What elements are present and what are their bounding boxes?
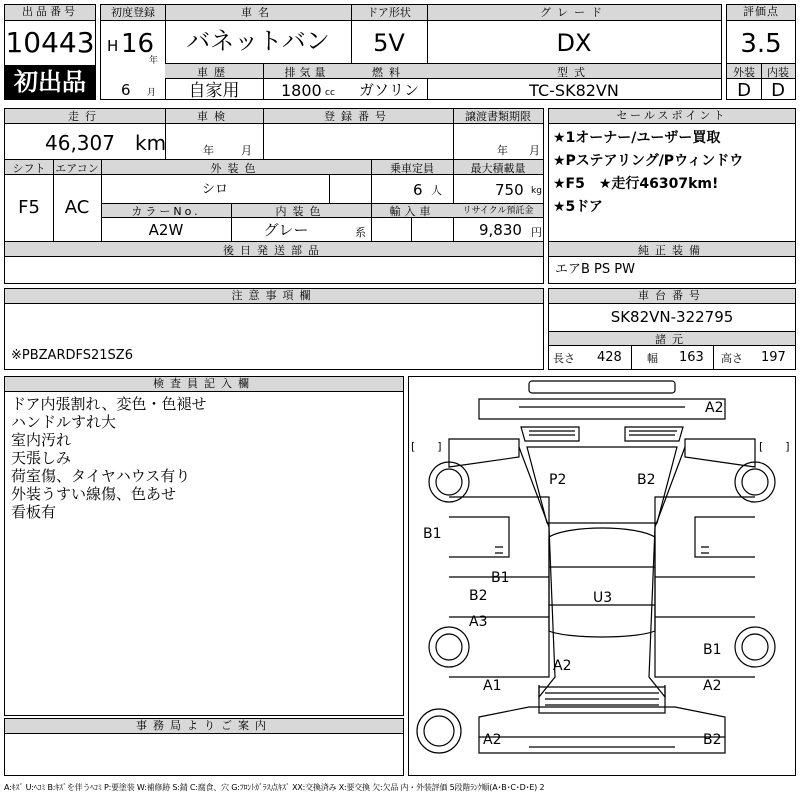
air-conditioner: AC bbox=[64, 197, 90, 218]
displacement: 1800 bbox=[281, 81, 322, 100]
notes-box bbox=[4, 288, 544, 370]
notes-label: 注意事項欄 bbox=[5, 289, 543, 304]
car-outline bbox=[409, 377, 795, 775]
chassis-label: 車台番号 bbox=[549, 289, 795, 304]
mark-left-door-b2: B2 bbox=[469, 588, 488, 604]
inspector-line-5: 荷室傷、タイヤハウス有り bbox=[11, 467, 191, 485]
capacity-label: 乗車定員 bbox=[390, 162, 434, 175]
sales-points-label: セールスポイント bbox=[549, 109, 795, 124]
cc-unit: cc bbox=[325, 88, 335, 98]
fuel: ガソリン bbox=[358, 81, 419, 99]
height-value: 197 bbox=[761, 350, 786, 365]
legend: A:ｷｽﾞ U:ﾍｺﾐ B:ｷｽﾞを伴うﾍｺﾐ P:要塗装 W:補修跡 S:錆 C:腐食、穴 G:ﾌﾛﾝﾄｶﾞﾗｽ点ｷｽﾞ XX:交換済み X:要交換 欠:欠品 内・外装評価 5段階ﾗﾝｸ順(A･B･C･D･E) 2 bbox=[4, 783, 545, 792]
inspector-label: 検査員記入欄 bbox=[5, 377, 403, 392]
inspector-line-3: 室内汚れ bbox=[11, 431, 72, 449]
mark-left-fender: B1 bbox=[423, 526, 442, 542]
score-label: 評価点 bbox=[727, 5, 795, 21]
inspector-line-6: 外装うすい線傷、色あせ bbox=[11, 485, 177, 503]
km-unit: km bbox=[135, 131, 167, 155]
later-parts-label: 後日発送部品 bbox=[223, 244, 325, 257]
office-box bbox=[4, 718, 404, 776]
equipment-value: エアB PS PW bbox=[555, 262, 635, 277]
recycle-fee: 9,830 bbox=[479, 221, 522, 239]
inspector-line-2: ハンドルすれ大 bbox=[11, 413, 117, 431]
era: H bbox=[107, 37, 119, 55]
sales-point-3: ★F5 ★走行46307km! bbox=[553, 176, 719, 192]
header-box bbox=[100, 4, 722, 100]
score-value: 3.5 bbox=[740, 29, 782, 59]
shift: F5 bbox=[18, 197, 40, 218]
bracket-right: [ ] bbox=[759, 440, 790, 453]
ext-grade: D bbox=[737, 80, 751, 101]
mark-left-rear: A1 bbox=[483, 678, 502, 694]
month-unit: 月 bbox=[147, 88, 157, 98]
mark-right-rear: B1 bbox=[703, 642, 722, 658]
length-value: 428 bbox=[597, 350, 622, 365]
notes-value: ※PBZARDFS21SZ6 bbox=[11, 348, 133, 363]
width-value: 163 bbox=[679, 350, 704, 365]
kei-suffix: 系 bbox=[355, 226, 366, 239]
damage-diagram bbox=[408, 376, 796, 776]
car-name-label: 車名 bbox=[241, 6, 275, 19]
plate-label: 登録番号 bbox=[324, 110, 392, 123]
inspector-line-1: ドア内張割れ、変色・色褪せ bbox=[11, 395, 207, 413]
sales-point-4: ★5ドア bbox=[553, 199, 603, 215]
inspection-label: 車検 bbox=[197, 110, 231, 123]
car-history: 自家用 bbox=[188, 81, 240, 101]
max-load-label: 最大積載量 bbox=[470, 162, 526, 175]
length-label: 長さ bbox=[553, 352, 575, 365]
mark-hood-right: B2 bbox=[637, 472, 656, 488]
mark-rear-center: A2 bbox=[553, 658, 572, 674]
mileage-label: 走行 bbox=[68, 110, 102, 123]
mark-rear-bumper-right: B2 bbox=[703, 732, 722, 748]
mileage: 46,307 bbox=[45, 131, 115, 155]
mark-front-bumper: A2 bbox=[705, 400, 724, 416]
score-box bbox=[726, 4, 796, 100]
vehicle-info-box bbox=[4, 108, 544, 284]
color-no-label: カラーNo. bbox=[131, 205, 201, 218]
first-listing-badge: 初出品 bbox=[5, 65, 95, 99]
width-label: 幅 bbox=[647, 352, 658, 365]
mark-rear-bumper-left: A2 bbox=[483, 732, 502, 748]
equipment-label: 純正装備 bbox=[638, 244, 706, 257]
inspection-year-unit: 年 bbox=[203, 144, 214, 157]
int-grade: D bbox=[771, 80, 785, 101]
chassis-number: SK82VN-322795 bbox=[610, 308, 734, 326]
sales-point-1: ★1オーナー/ユーザー買取 bbox=[553, 130, 721, 146]
interior-color: グレー bbox=[263, 221, 309, 239]
displacement-label: 排気量 bbox=[284, 66, 330, 79]
interior-color-label: 内装色 bbox=[275, 205, 327, 218]
reg-month: 6 bbox=[121, 81, 131, 99]
exterior-color: シロ bbox=[201, 182, 228, 197]
deadline-year-unit: 年 bbox=[497, 144, 508, 157]
inspector-box bbox=[4, 376, 404, 716]
person-unit: 人 bbox=[431, 184, 442, 197]
mark-roof: U3 bbox=[593, 590, 613, 606]
grade: DX bbox=[556, 29, 592, 57]
sales-point-2: ★Pステアリング/Pウィンドウ bbox=[553, 153, 744, 169]
mark-hood-left: P2 bbox=[549, 472, 567, 488]
import-label: 輸入車 bbox=[389, 205, 435, 218]
grade-label: グレード bbox=[540, 6, 608, 19]
lot-no-label: 出品番号 bbox=[5, 5, 95, 21]
deadline-label: 譲渡書類期限 bbox=[465, 110, 531, 123]
inspection-month-unit: 月 bbox=[241, 144, 252, 157]
inspector-line-7: 看板有 bbox=[11, 503, 57, 521]
door-label: ドア形状 bbox=[367, 6, 411, 19]
recycle-label: リサイクル預託金 bbox=[462, 206, 534, 216]
color-no: A2W bbox=[148, 221, 184, 239]
model-code: TC-SK82VN bbox=[529, 81, 619, 100]
deadline-month-unit: 月 bbox=[529, 144, 540, 157]
bracket-left: [ ] bbox=[411, 440, 442, 453]
car-name: バネットバン bbox=[186, 27, 330, 55]
max-load: 750 bbox=[495, 181, 524, 199]
height-label: 高さ bbox=[721, 352, 743, 365]
exterior-color-label: 外装色 bbox=[210, 162, 262, 175]
capacity: 6 bbox=[413, 181, 423, 199]
reg-year: 16 bbox=[121, 29, 155, 59]
history-label: 車歴 bbox=[197, 66, 231, 79]
ac-label: エアコン bbox=[55, 162, 99, 175]
door-type: 5V bbox=[373, 29, 405, 57]
office-label: 事務局よりご案内 bbox=[5, 719, 403, 734]
ext-label: 外装 bbox=[733, 66, 755, 79]
model-label: 型式 bbox=[557, 66, 591, 79]
shift-label: シフト bbox=[12, 162, 46, 175]
int-label: 内装 bbox=[767, 66, 789, 79]
mark-right-rear-a2: A2 bbox=[703, 678, 722, 694]
yen-unit: 円 bbox=[531, 226, 542, 239]
reg-label: 初度登録 bbox=[111, 6, 155, 19]
sales-points-box bbox=[548, 108, 796, 284]
inspector-line-4: 天張しみ bbox=[11, 449, 72, 467]
chassis-box bbox=[548, 288, 796, 370]
year-unit: 年 bbox=[149, 56, 159, 66]
dims-label: 諸元 bbox=[655, 333, 689, 346]
mark-left-door-a3: A3 bbox=[469, 614, 488, 630]
kg-unit: kg bbox=[531, 186, 542, 196]
fuel-label: 燃料 bbox=[372, 66, 406, 79]
mark-left-front-door: B1 bbox=[491, 570, 510, 586]
lot-box bbox=[4, 4, 96, 100]
lot-number: 10443 bbox=[5, 26, 95, 59]
